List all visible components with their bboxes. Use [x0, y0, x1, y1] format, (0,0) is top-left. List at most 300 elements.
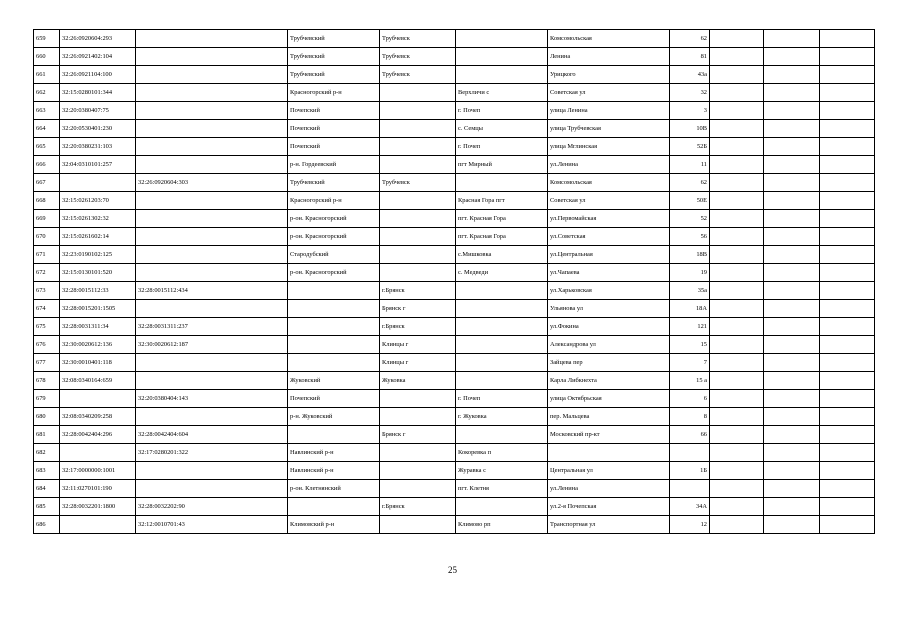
- cell-locality: Верхличи с: [456, 84, 548, 102]
- cell-cadastral-number: [60, 516, 136, 534]
- cell-linked-cadastral-number: [136, 480, 288, 498]
- cell-row-number: 660: [34, 48, 60, 66]
- table-row: [34, 444, 875, 462]
- cell-empty: [820, 246, 875, 264]
- cell-cadastral-number: 32:28:0042404:296: [60, 426, 136, 444]
- cell-cadastral-number: 32:28:0015201:1505: [60, 300, 136, 318]
- cell-city: [380, 228, 456, 246]
- cell-district: [288, 498, 380, 516]
- cell-empty: [820, 138, 875, 156]
- cell-house-number: 66: [670, 426, 710, 444]
- cell-linked-cadastral-number: [136, 48, 288, 66]
- cell-empty: [710, 462, 764, 480]
- cell-linked-cadastral-number: [136, 210, 288, 228]
- cell-street: ул.Ленина: [548, 480, 670, 498]
- table-row: [34, 174, 875, 192]
- cell-linked-cadastral-number: [136, 192, 288, 210]
- cell-house-number: 52Б: [670, 138, 710, 156]
- cell-locality: Климово рп: [456, 516, 548, 534]
- cell-house-number: 62: [670, 30, 710, 48]
- cell-house-number: 81: [670, 48, 710, 66]
- table-row: [34, 282, 875, 300]
- table-row: [34, 66, 875, 84]
- cell-street: Комсомольская: [548, 174, 670, 192]
- table-row: [34, 30, 875, 48]
- cell-empty: [764, 336, 820, 354]
- cell-district: Трубчевский: [288, 30, 380, 48]
- cell-linked-cadastral-number: 32:17:0280201:322: [136, 444, 288, 462]
- cell-linked-cadastral-number: 32:28:0015112:434: [136, 282, 288, 300]
- cell-empty: [710, 372, 764, 390]
- registry-table: [33, 29, 875, 534]
- cell-district: р-н. Жуковский: [288, 408, 380, 426]
- cell-street: Советская ул: [548, 192, 670, 210]
- cell-street: ул.Центральная: [548, 246, 670, 264]
- cell-empty: [764, 480, 820, 498]
- cell-city: [380, 192, 456, 210]
- cell-house-number: 32: [670, 84, 710, 102]
- cell-empty: [710, 498, 764, 516]
- cell-locality: [456, 174, 548, 192]
- cell-empty: [820, 318, 875, 336]
- cell-empty: [764, 318, 820, 336]
- cell-district: Климовский р-н: [288, 516, 380, 534]
- cell-empty: [764, 408, 820, 426]
- cell-empty: [710, 282, 764, 300]
- cell-empty: [764, 138, 820, 156]
- cell-house-number: 18В: [670, 246, 710, 264]
- cell-district: Трубчевский: [288, 174, 380, 192]
- cell-empty: [764, 516, 820, 534]
- cell-city: [380, 120, 456, 138]
- cell-city: [380, 390, 456, 408]
- cell-row-number: 668: [34, 192, 60, 210]
- cell-locality: [456, 354, 548, 372]
- cell-linked-cadastral-number: [136, 462, 288, 480]
- cell-linked-cadastral-number: 32:12:0010701:43: [136, 516, 288, 534]
- cell-empty: [710, 444, 764, 462]
- cell-row-number: 673: [34, 282, 60, 300]
- cell-city: [380, 444, 456, 462]
- cell-empty: [764, 300, 820, 318]
- cell-district: Трубчевский: [288, 66, 380, 84]
- cell-locality: с.Мишковка: [456, 246, 548, 264]
- cell-city: [380, 408, 456, 426]
- cell-empty: [710, 30, 764, 48]
- cell-empty: [710, 66, 764, 84]
- cell-linked-cadastral-number: 32:28:0032202:90: [136, 498, 288, 516]
- cell-empty: [764, 282, 820, 300]
- cell-empty: [764, 354, 820, 372]
- cell-linked-cadastral-number: [136, 408, 288, 426]
- cell-street: Зайцева пер: [548, 354, 670, 372]
- cell-empty: [710, 318, 764, 336]
- cell-cadastral-number: 32:23:0190102:125: [60, 246, 136, 264]
- cell-empty: [820, 120, 875, 138]
- cell-district: Трубчевский: [288, 48, 380, 66]
- cell-house-number: 56: [670, 228, 710, 246]
- cell-house-number: 19: [670, 264, 710, 282]
- cell-empty: [820, 408, 875, 426]
- cell-house-number: 35а: [670, 282, 710, 300]
- cell-house-number: 8: [670, 408, 710, 426]
- cell-empty: [710, 390, 764, 408]
- cell-city: Трубчевск: [380, 30, 456, 48]
- cell-locality: [456, 318, 548, 336]
- cell-empty: [710, 156, 764, 174]
- cell-empty: [764, 228, 820, 246]
- cell-city: Трубчевск: [380, 48, 456, 66]
- cell-locality: пгт. Клетня: [456, 480, 548, 498]
- cell-locality: [456, 30, 548, 48]
- cell-street: улица Октябрьская: [548, 390, 670, 408]
- cell-linked-cadastral-number: [136, 354, 288, 372]
- cell-street: ул.Фокина: [548, 318, 670, 336]
- cell-cadastral-number: 32:15:0130101:520: [60, 264, 136, 282]
- cell-row-number: 672: [34, 264, 60, 282]
- cell-row-number: 661: [34, 66, 60, 84]
- cell-linked-cadastral-number: 32:28:0031311:237: [136, 318, 288, 336]
- cell-locality: [456, 336, 548, 354]
- cell-empty: [764, 84, 820, 102]
- cell-district: Навлинский р-н: [288, 462, 380, 480]
- cell-empty: [820, 462, 875, 480]
- table-row: [34, 192, 875, 210]
- cell-row-number: 666: [34, 156, 60, 174]
- cell-empty: [710, 192, 764, 210]
- cell-city: Жуковка: [380, 372, 456, 390]
- cell-district: Почепский: [288, 120, 380, 138]
- table-row: [34, 354, 875, 372]
- table-row: [34, 408, 875, 426]
- cell-city: [380, 246, 456, 264]
- cell-empty: [764, 426, 820, 444]
- cell-row-number: 665: [34, 138, 60, 156]
- cell-cadastral-number: 32:15:0280101:344: [60, 84, 136, 102]
- cell-linked-cadastral-number: 32:26:0920604:303: [136, 174, 288, 192]
- cell-city: [380, 210, 456, 228]
- cell-linked-cadastral-number: [136, 264, 288, 282]
- cell-district: Стародубский: [288, 246, 380, 264]
- cell-street: Карла Либкнехта: [548, 372, 670, 390]
- cell-row-number: 676: [34, 336, 60, 354]
- cell-cadastral-number: 32:15:0261602:14: [60, 228, 136, 246]
- cell-linked-cadastral-number: [136, 228, 288, 246]
- cell-locality: с. Семцы: [456, 120, 548, 138]
- cell-street: [548, 444, 670, 462]
- cell-cadastral-number: 32:20:0380407:75: [60, 102, 136, 120]
- cell-locality: [456, 66, 548, 84]
- cell-locality: г. Жуковка: [456, 408, 548, 426]
- cell-street: ул.Первомайская: [548, 210, 670, 228]
- cell-row-number: 662: [34, 84, 60, 102]
- cell-house-number: 12: [670, 516, 710, 534]
- cell-linked-cadastral-number: [136, 300, 288, 318]
- cell-row-number: 686: [34, 516, 60, 534]
- cell-cadastral-number: 32:26:0921104:100: [60, 66, 136, 84]
- cell-linked-cadastral-number: [136, 120, 288, 138]
- cell-district: Красногорский р-н: [288, 84, 380, 102]
- cell-cadastral-number: 32:28:0015112:33: [60, 282, 136, 300]
- cell-city: г.Брянск: [380, 282, 456, 300]
- cell-locality: с. Медведи: [456, 264, 548, 282]
- cell-house-number: 7: [670, 354, 710, 372]
- cell-row-number: 670: [34, 228, 60, 246]
- cell-row-number: 674: [34, 300, 60, 318]
- cell-district: Навлинский р-н: [288, 444, 380, 462]
- cell-district: Почепский: [288, 390, 380, 408]
- table-row: [34, 138, 875, 156]
- cell-empty: [820, 30, 875, 48]
- cell-house-number: 6: [670, 390, 710, 408]
- cell-city: [380, 462, 456, 480]
- cell-city: Клинцы г: [380, 336, 456, 354]
- cell-district: р-он. Красногорский: [288, 264, 380, 282]
- cell-empty: [764, 210, 820, 228]
- cell-empty: [710, 48, 764, 66]
- cell-house-number: 34А: [670, 498, 710, 516]
- cell-row-number: 675: [34, 318, 60, 336]
- cell-empty: [710, 210, 764, 228]
- cell-street: Комсомольская: [548, 30, 670, 48]
- cell-empty: [710, 426, 764, 444]
- table-row: [34, 462, 875, 480]
- cell-locality: Кокоревка п: [456, 444, 548, 462]
- cell-street: Центральная ул: [548, 462, 670, 480]
- cell-empty: [820, 300, 875, 318]
- cell-empty: [710, 246, 764, 264]
- cell-linked-cadastral-number: 32:28:0042404:604: [136, 426, 288, 444]
- cell-city: [380, 264, 456, 282]
- cell-cadastral-number: 32:20:0530401:230: [60, 120, 136, 138]
- cell-district: р-он. Красногорский: [288, 228, 380, 246]
- cell-linked-cadastral-number: [136, 102, 288, 120]
- cell-house-number: 43а: [670, 66, 710, 84]
- cell-cadastral-number: 32:17:0000000:1001: [60, 462, 136, 480]
- cell-locality: пгт. Красная Гора: [456, 210, 548, 228]
- cell-empty: [764, 372, 820, 390]
- cell-street: ул.Ленина: [548, 156, 670, 174]
- cell-empty: [820, 372, 875, 390]
- cell-street: ул.Советская: [548, 228, 670, 246]
- cell-street: Ульянова ул: [548, 300, 670, 318]
- cell-house-number: 121: [670, 318, 710, 336]
- cell-empty: [820, 102, 875, 120]
- cell-empty: [820, 174, 875, 192]
- cell-empty: [764, 102, 820, 120]
- cell-city: Клинцы г: [380, 354, 456, 372]
- cell-empty: [764, 120, 820, 138]
- cell-street: Ленина: [548, 48, 670, 66]
- cell-empty: [820, 210, 875, 228]
- table-row: [34, 300, 875, 318]
- cell-cadastral-number: 32:08:0340209:258: [60, 408, 136, 426]
- cell-street: ул.Чапаева: [548, 264, 670, 282]
- cell-linked-cadastral-number: 32:20:0380404:143: [136, 390, 288, 408]
- cell-district: р-он. Красногорский: [288, 210, 380, 228]
- cell-empty: [820, 516, 875, 534]
- cell-linked-cadastral-number: [136, 84, 288, 102]
- cell-linked-cadastral-number: [136, 372, 288, 390]
- cell-empty: [764, 174, 820, 192]
- cell-cadastral-number: 32:15:0261203:70: [60, 192, 136, 210]
- table-row: [34, 480, 875, 498]
- cell-row-number: 663: [34, 102, 60, 120]
- cell-empty: [710, 516, 764, 534]
- cell-empty: [820, 66, 875, 84]
- cell-street: улица Мглинская: [548, 138, 670, 156]
- cell-empty: [764, 264, 820, 282]
- cell-empty: [764, 48, 820, 66]
- cell-locality: Журавка с: [456, 462, 548, 480]
- cell-row-number: 684: [34, 480, 60, 498]
- cell-empty: [820, 84, 875, 102]
- cell-empty: [820, 480, 875, 498]
- cell-city: [380, 480, 456, 498]
- table-row: [34, 102, 875, 120]
- cell-cadastral-number: 32:15:0261302:32: [60, 210, 136, 228]
- cell-row-number: 683: [34, 462, 60, 480]
- cell-empty: [710, 336, 764, 354]
- cell-cadastral-number: 32:26:0920604:293: [60, 30, 136, 48]
- cell-house-number: [670, 480, 710, 498]
- cell-street: Александрова ул: [548, 336, 670, 354]
- cell-linked-cadastral-number: [136, 66, 288, 84]
- cell-empty: [710, 102, 764, 120]
- cell-linked-cadastral-number: [136, 138, 288, 156]
- cell-house-number: 15: [670, 336, 710, 354]
- cell-locality: [456, 48, 548, 66]
- cell-cadastral-number: [60, 174, 136, 192]
- cell-district: р-он. Клетнянский: [288, 480, 380, 498]
- cell-city: Брянск г: [380, 426, 456, 444]
- cell-house-number: 15 а: [670, 372, 710, 390]
- cell-row-number: 678: [34, 372, 60, 390]
- cell-street: улица Трубчевская: [548, 120, 670, 138]
- cell-locality: г. Почеп: [456, 138, 548, 156]
- table-row: [34, 48, 875, 66]
- cell-street: улица Ленина: [548, 102, 670, 120]
- cell-district: р-н. Гордеевский: [288, 156, 380, 174]
- cell-locality: [456, 426, 548, 444]
- table-row: [34, 264, 875, 282]
- cell-locality: [456, 372, 548, 390]
- cell-district: [288, 282, 380, 300]
- cell-house-number: [670, 444, 710, 462]
- cell-cadastral-number: 32:28:0032201:1800: [60, 498, 136, 516]
- table-row: [34, 228, 875, 246]
- cell-row-number: 667: [34, 174, 60, 192]
- cell-empty: [710, 84, 764, 102]
- cell-empty: [820, 426, 875, 444]
- cell-empty: [820, 282, 875, 300]
- cell-locality: [456, 300, 548, 318]
- table-row: [34, 390, 875, 408]
- cell-empty: [820, 444, 875, 462]
- table-row: [34, 498, 875, 516]
- table-row: [34, 426, 875, 444]
- cell-empty: [764, 156, 820, 174]
- cell-house-number: 50Е: [670, 192, 710, 210]
- cell-city: [380, 156, 456, 174]
- cell-empty: [820, 264, 875, 282]
- cell-row-number: 659: [34, 30, 60, 48]
- cell-street: Советская ул: [548, 84, 670, 102]
- cell-empty: [820, 336, 875, 354]
- cell-cadastral-number: 32:08:0340164:659: [60, 372, 136, 390]
- table-row: [34, 318, 875, 336]
- cell-empty: [710, 120, 764, 138]
- cell-street: Московский пр-кт: [548, 426, 670, 444]
- cell-locality: пгт. Красная Гора: [456, 228, 548, 246]
- cell-cadastral-number: 32:30:0010401:118: [60, 354, 136, 372]
- cell-city: г.Брянск: [380, 318, 456, 336]
- cell-empty: [820, 390, 875, 408]
- cell-empty: [764, 498, 820, 516]
- cell-house-number: 18А: [670, 300, 710, 318]
- cell-row-number: 669: [34, 210, 60, 228]
- cell-row-number: 681: [34, 426, 60, 444]
- cell-linked-cadastral-number: [136, 156, 288, 174]
- cell-city: г.Брянск: [380, 498, 456, 516]
- table-row: [34, 336, 875, 354]
- cell-locality: г. Почеп: [456, 390, 548, 408]
- cell-city: [380, 102, 456, 120]
- cell-cadastral-number: 32:30:0020612:136: [60, 336, 136, 354]
- cell-street: ул.2-я Почепская: [548, 498, 670, 516]
- cell-row-number: 671: [34, 246, 60, 264]
- cell-district: [288, 336, 380, 354]
- cell-house-number: 11: [670, 156, 710, 174]
- cell-house-number: 62: [670, 174, 710, 192]
- cell-house-number: 3: [670, 102, 710, 120]
- cell-city: [380, 516, 456, 534]
- cell-house-number: 52: [670, 210, 710, 228]
- cell-city: [380, 138, 456, 156]
- cell-cadastral-number: 32:04:0310101:257: [60, 156, 136, 174]
- cell-empty: [764, 192, 820, 210]
- cell-cadastral-number: 32:26:0921402:104: [60, 48, 136, 66]
- cell-city: Брянск г: [380, 300, 456, 318]
- table-row: [34, 120, 875, 138]
- cell-empty: [820, 192, 875, 210]
- cell-district: Почепский: [288, 102, 380, 120]
- cell-empty: [710, 408, 764, 426]
- cell-row-number: 677: [34, 354, 60, 372]
- cell-cadastral-number: 32:28:0031311:34: [60, 318, 136, 336]
- cell-row-number: 685: [34, 498, 60, 516]
- cell-empty: [764, 462, 820, 480]
- cell-empty: [820, 156, 875, 174]
- cell-district: [288, 300, 380, 318]
- cell-district: [288, 426, 380, 444]
- cell-district: Жуковский: [288, 372, 380, 390]
- cell-empty: [820, 498, 875, 516]
- cell-house-number: 1Б: [670, 462, 710, 480]
- cell-row-number: 664: [34, 120, 60, 138]
- cell-empty: [710, 354, 764, 372]
- cell-empty: [764, 246, 820, 264]
- cell-empty: [710, 264, 764, 282]
- cell-empty: [820, 354, 875, 372]
- cell-locality: [456, 282, 548, 300]
- cell-street: Транспортная ул: [548, 516, 670, 534]
- cell-empty: [764, 30, 820, 48]
- table-row: [34, 516, 875, 534]
- cell-locality: Красная Гора пгт: [456, 192, 548, 210]
- cell-empty: [710, 174, 764, 192]
- cell-cadastral-number: [60, 444, 136, 462]
